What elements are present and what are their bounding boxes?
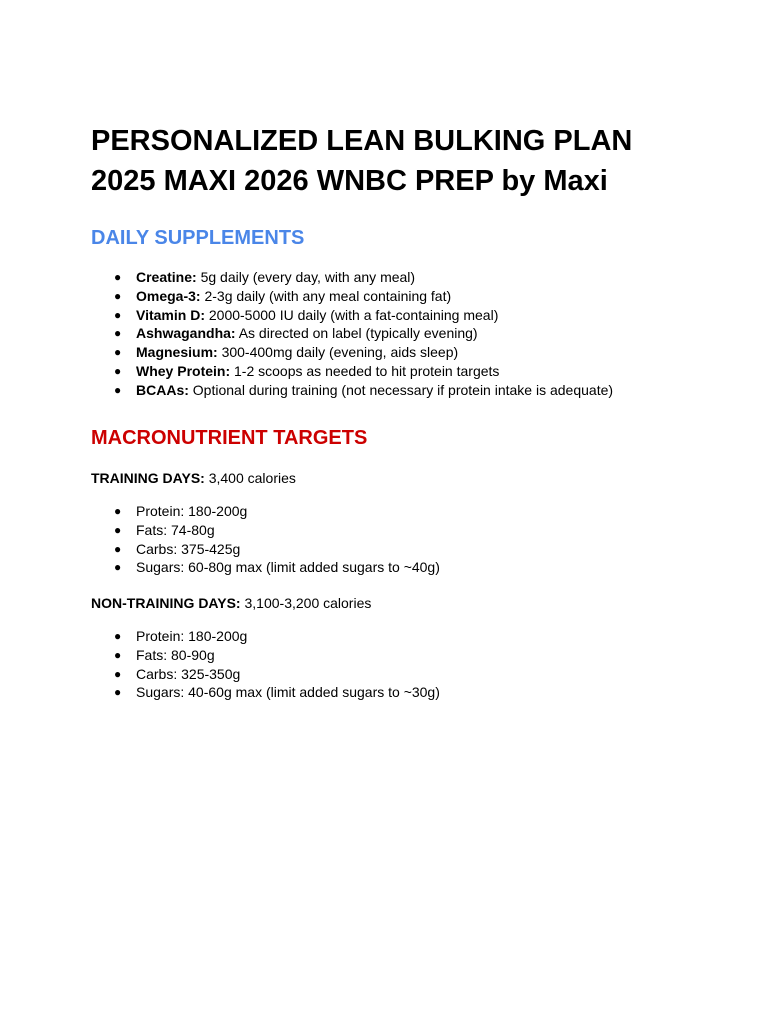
title-line-2: 2025 MAXI 2026 WNBC PREP by Maxi	[91, 165, 608, 197]
training-days-line	[91, 469, 296, 487]
bullet-icon: ●	[114, 629, 122, 643]
macronutrient-heading: MACRONUTRIENT TARGETS	[91, 427, 368, 449]
list-item	[91, 362, 613, 381]
list-item	[91, 287, 613, 306]
training-days-calories: 3,400 calories	[204, 470, 296, 486]
bullet-icon: ●	[114, 560, 122, 575]
list-item	[91, 683, 440, 702]
supplement-name: Ashwagandha:	[136, 325, 236, 342]
macro-text: Protein: 180-200g	[136, 503, 248, 519]
supplement-detail: 2-3g daily (with any meal containing fat)	[200, 287, 452, 304]
non-training-days-label: NON-TRAINING DAYS:	[91, 595, 241, 611]
supplements-heading: DAILY SUPPLEMENTS	[91, 227, 305, 249]
macro-text: Sugars: 40-60g max (limit added sugars to ~30g)	[136, 684, 440, 701]
supplement-name: Whey Protein:	[136, 362, 231, 379]
list-item	[91, 324, 613, 343]
bullet-icon: ●	[114, 345, 122, 360]
list-item	[91, 665, 440, 684]
non-training-macros-list	[91, 627, 440, 702]
supplement-name: Magnesium:	[136, 344, 218, 361]
bullet-icon: ●	[114, 522, 122, 537]
macro-text: Fats: 80-90g	[136, 646, 215, 663]
supplement-detail: As directed on label (typically evening)	[235, 325, 478, 342]
macro-text: Carbs: 325-350g	[136, 665, 241, 682]
supplements-list	[91, 268, 613, 400]
bullet-icon: ●	[114, 326, 122, 341]
supplement-detail: 300-400mg daily (evening, aids sleep)	[217, 344, 459, 361]
list-item	[91, 343, 613, 362]
supplement-detail: 2000-5000 IU daily (with a fat-containing meal)	[204, 306, 499, 323]
bullet-icon: ●	[114, 288, 122, 303]
training-macros-list	[91, 502, 440, 577]
macro-text: Fats: 74-80g	[136, 521, 215, 538]
list-item	[91, 558, 440, 577]
list-item	[91, 268, 613, 287]
supplement-detail: 1-2 scoops as needed to hit protein targets	[230, 362, 500, 379]
supplement-name: Creatine:	[136, 269, 197, 285]
macro-text: Protein: 180-200g	[136, 628, 248, 644]
bullet-icon: ●	[114, 363, 122, 378]
macro-text: Sugars: 60-80g max (limit added sugars to ~40g)	[136, 559, 440, 576]
macro-text: Carbs: 375-425g	[136, 540, 241, 557]
bullet-icon: ●	[114, 666, 122, 681]
non-training-days-line	[91, 594, 371, 612]
list-item	[91, 381, 613, 400]
list-item	[91, 627, 440, 646]
bullet-icon: ●	[114, 685, 122, 700]
supplement-name: Omega-3:	[136, 287, 201, 304]
title-line-1: PERSONALIZED LEAN BULKING PLAN	[91, 125, 633, 157]
list-item	[91, 521, 440, 540]
bullet-icon: ●	[114, 270, 122, 284]
list-item	[91, 502, 440, 521]
supplement-detail: 5g daily (every day, with any meal)	[196, 269, 416, 285]
training-days-label: TRAINING DAYS:	[91, 470, 205, 486]
supplement-detail: Optional during training (not necessary if protein intake is adequate)	[188, 381, 614, 398]
supplement-name: BCAAs:	[136, 381, 189, 398]
supplement-name: Vitamin D:	[136, 306, 205, 323]
bullet-icon: ●	[114, 504, 122, 518]
list-item	[91, 646, 440, 665]
bullet-icon: ●	[114, 307, 122, 322]
bullet-icon: ●	[114, 541, 122, 556]
document-title	[91, 121, 632, 201]
bullet-icon: ●	[114, 647, 122, 662]
bullet-icon: ●	[114, 382, 122, 397]
non-training-days-calories: 3,100-3,200 calories	[240, 595, 372, 611]
list-item	[91, 540, 440, 559]
list-item	[91, 306, 613, 325]
